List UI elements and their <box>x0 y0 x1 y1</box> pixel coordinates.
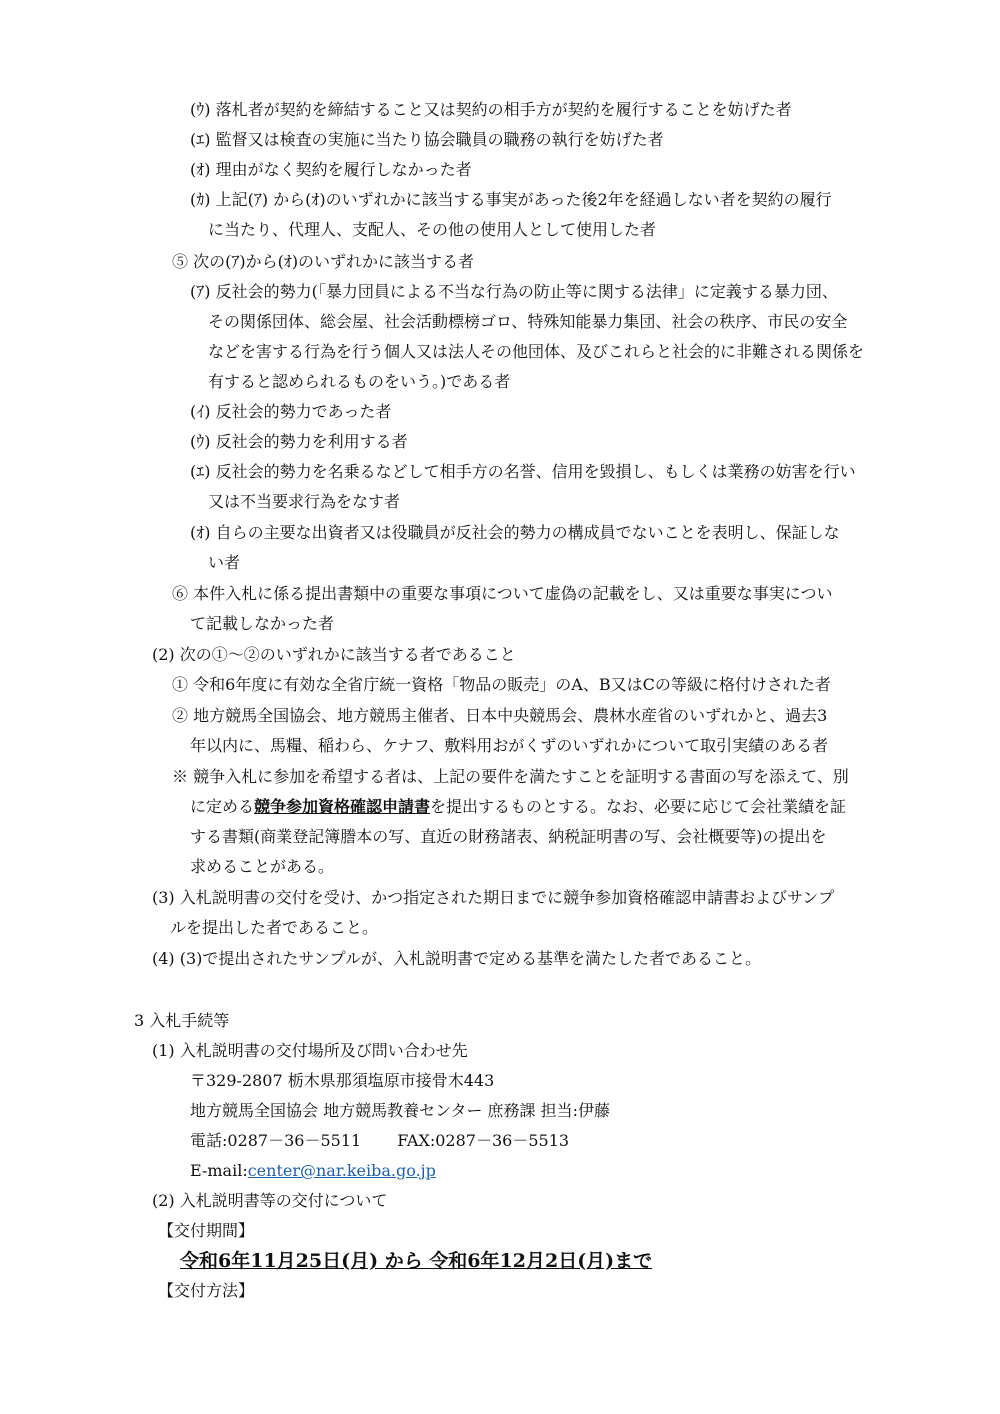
section-2-3-line1: (3) 入札説明書の交付を受け、かつ指定された期日までに競争参加資格確認申請書およびサンプ <box>152 888 835 907</box>
item-5a-line2: その関係団体、総会屋、社会活動標榜ゴロ、特殊知能暴力集団、社会の秩序、市民の安全 <box>208 312 848 331</box>
section-3-1-heading: (1) 入札説明書の交付場所及び問い合わせ先 <box>152 1041 468 1060</box>
item-5e-line1: (ｴ) 反社会的勢力を名乗るなどして相手方の名誉、信用を毀損し、もしくは業務の妨害を行い <box>190 462 856 481</box>
item-ka-line1: (ｶ) 上記(ｱ) から(ｵ)のいずれかに該当する事実があった後2年を経過しない者を契約の履行 <box>190 190 832 209</box>
item-6-line1: ⑥ 本件入札に係る提出書類中の重要な事項について虚偽の記載をし、又は重要な事実につい <box>172 584 833 603</box>
section-3-heading: 3 入札手続等 <box>134 1011 230 1030</box>
item-5e-line2: 又は不当要求行為をなす者 <box>208 492 401 511</box>
contact-phone-fax <box>190 1130 569 1152</box>
section-2-2-heading: (2) 次の①～②のいずれかに該当する者であること <box>152 645 516 664</box>
distribution-period-dates: 令和6年11月25日(月) から 令和6年12月2日(月)まで <box>180 1250 653 1272</box>
item-u-obstruct-contract: (ｳ) 落札者が契約を締結すること又は契約の相手方が契約を履行することを妨げた者 <box>190 100 792 119</box>
note-line3: する書類(商業登記簿謄本の写、直近の財務諸表、納税証明書の写、会社概要等)の提出を <box>190 827 827 846</box>
contact-email <box>190 1160 436 1182</box>
item-5o-line1: (ｵ) 自らの主要な出資者又は役職員が反社会的勢力の構成員でないことを表明し、保証しな <box>190 523 840 542</box>
note-line2 <box>190 796 846 818</box>
email-label: E-mail: <box>190 1161 248 1180</box>
note-line1: ※ 競争入札に参加を希望する者は、上記の要件を満たすことを証明する書面の写を添えて、別 <box>172 767 849 786</box>
item-5i: (ｲ) 反社会的勢力であった者 <box>190 402 392 421</box>
item-5a-line4: 有すると認められるものをいう。)である者 <box>208 372 511 391</box>
contact-phone: 電話:0287－36－5511 <box>190 1131 362 1150</box>
contact-fax: FAX:0287－36－5513 <box>397 1131 570 1150</box>
item-5a-line3: などを害する行為を行う個人又は法人その他団体、及びこれらと社会的に非難される関係を <box>208 342 865 361</box>
item-ka-line2: に当たり、代理人、支配人、その他の使用人として使用した者 <box>208 220 657 239</box>
note-line2-post: を提出するものとする。なお、必要に応じて会社業績を証 <box>430 797 847 816</box>
item-2-2-line1: ② 地方競馬全国協会、地方競馬主催者、日本中央競馬会、農林水産省のいずれかと、過去3 <box>172 706 828 725</box>
distribution-period-label: 【交付期間】 <box>158 1221 255 1240</box>
item-5u: (ｳ) 反社会的勢力を利用する者 <box>190 432 408 451</box>
item-e-obstruct-inspection: (ｴ) 監督又は検査の実施に当たり協会職員の職務の執行を妨げた者 <box>190 130 664 149</box>
note-line4: 求めることがある。 <box>190 857 335 876</box>
section-2-4: (4) (3)で提出されたサンプルが、入札説明書で定める基準を満たした者であること。 <box>152 949 761 968</box>
section-2-3-line2: ルを提出した者であること。 <box>170 918 379 937</box>
item-2-2-line2: 年以内に、馬糧、稲わら、ケナフ、敷料用おがくずのいずれかについて取引実績のある者 <box>190 736 829 755</box>
distribution-method-label: 【交付方法】 <box>158 1281 255 1300</box>
item-2-1: ① 令和6年度に有効な全省庁統一資格「物品の販売」のA、B又はCの等級に格付けされた者 <box>172 675 831 694</box>
item-5o-line2: い者 <box>208 553 241 572</box>
email-link[interactable]: center@nar.keiba.go.jp <box>247 1161 436 1180</box>
contact-address: 〒329-2807 栃木県那須塩原市接骨木443 <box>190 1071 495 1090</box>
item-o-nonperformance: (ｵ) 理由がなく契約を履行しなかった者 <box>190 160 472 179</box>
item-5a-line1: (ｱ) 反社会的勢力(「暴力団員による不当な行為の防止等に関する法律」に定義する暴力団、 <box>190 282 838 301</box>
application-form-name: 競争参加資格確認申請書 <box>254 797 431 816</box>
item-5-heading: ⑤ 次の(ｱ)から(ｵ)のいずれかに該当する者 <box>172 252 475 271</box>
item-6-line2: て記載しなかった者 <box>190 614 335 633</box>
note-line2-pre: に定める <box>190 797 255 816</box>
contact-office: 地方競馬全国協会 地方競馬教養センター 庶務課 担当:伊藤 <box>190 1101 611 1120</box>
section-3-2-heading: (2) 入札説明書等の交付について <box>152 1191 388 1210</box>
